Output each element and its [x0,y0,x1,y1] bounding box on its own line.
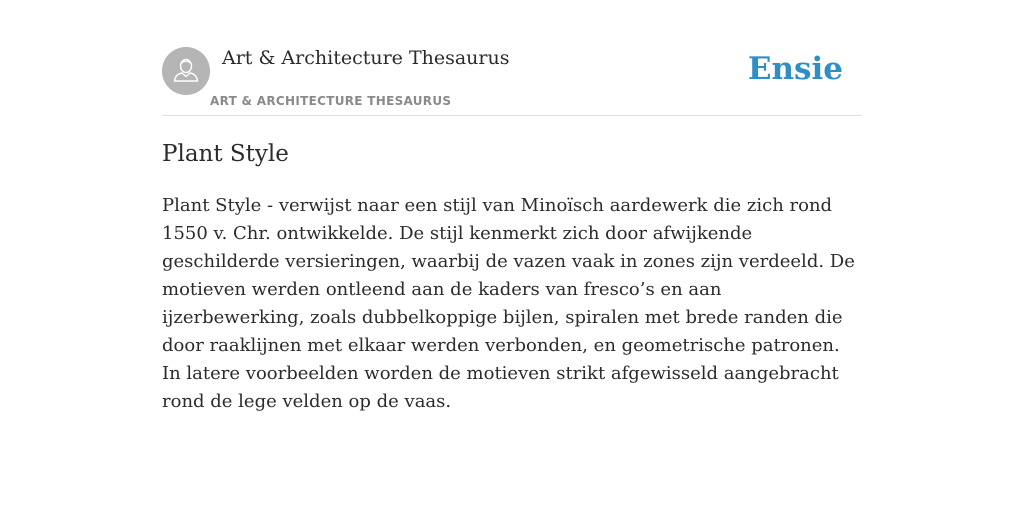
entry-body: Plant Style - verwijst naar een stijl van Minoïsch aardewerk die zich rond 1550 v. Chr. ontwikkelde. De stijl kenmerkt zich door afwijkende geschilderde versieringen, waarbij de vazen vaak in zones zijn verdeeld. De motieven werden ontleend aan de kaders van fresco’s en aan ijzerbewerking, zoals dubbelkoppige bijlen, spiralen met brede randen die door raaklijnen met elkaar werden verbonden, en geometrische patronen. In latere voorbeelden worden de motieven strikt afgewisseld aangebracht rond de lege velden op de vaas. [162,195,855,412]
user-icon [162,47,210,95]
entry-title: Plant Style [162,141,289,167]
author-name[interactable]: Art & Architecture Thesaurus [222,47,510,69]
entry-header [162,0,862,116]
author-subtitle[interactable]: ART & ARCHITECTURE THESAURUS [210,94,452,108]
avatar[interactable] [162,47,210,95]
ensie-logo[interactable]: Ensie [747,51,843,87]
entry-card [162,0,862,512]
